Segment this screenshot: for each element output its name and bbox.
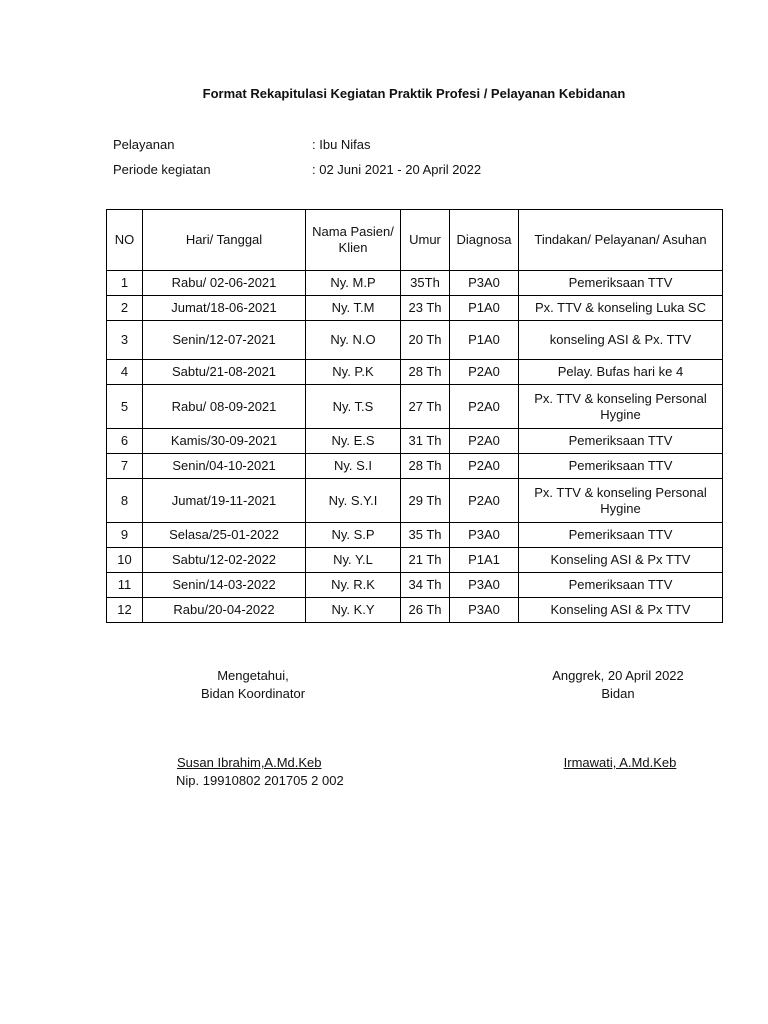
cell-nama-pasien: Ny. P.K [306,360,401,385]
cell-nama-pasien: Ny. N.O [306,321,401,360]
left-sig-name: Susan Ibrahim,A.Md.Keb [177,755,322,770]
left-sig-line1: Mengetahui, [217,668,289,683]
cell-diagnosa: P2A0 [450,360,519,385]
cell-tindakan: Px. TTV & konseling Personal Hygine [519,479,723,523]
cell-diagnosa: P3A0 [450,573,519,598]
cell-tindakan: Px. TTV & konseling Personal Hygine [519,385,723,429]
cell-umur: 31 Th [401,429,450,454]
cell-nama-pasien: Ny. S.Y.I [306,479,401,523]
cell-umur: 21 Th [401,548,450,573]
table-row [107,454,723,479]
cell-no: 3 [107,321,143,360]
cell-hari-tanggal: Jumat/18-06-2021 [143,296,306,321]
table-header-row [107,210,723,271]
cell-tindakan: Pemeriksaan TTV [519,523,723,548]
cell-diagnosa: P2A0 [450,479,519,523]
cell-hari-tanggal: Jumat/19-11-2021 [143,479,306,523]
cell-hari-tanggal: Sabtu/21-08-2021 [143,360,306,385]
cell-hari-tanggal: Senin/14-03-2022 [143,573,306,598]
periode-value: : 02 Juni 2021 - 20 April 2022 [312,162,482,177]
cell-umur: 35Th [401,271,450,296]
header-nama-pasien: Nama Pasien/ Klien [306,210,401,271]
cell-umur: 23 Th [401,296,450,321]
table-row [107,321,723,360]
left-sig-nip: Nip. 19910802 201705 2 002 [176,773,344,788]
cell-tindakan: Pemeriksaan TTV [519,454,723,479]
table-row [107,523,723,548]
right-sig-line2: Bidan [601,686,635,701]
cell-no: 8 [107,479,143,523]
cell-diagnosa: P3A0 [450,523,519,548]
cell-nama-pasien: Ny. T.M [306,296,401,321]
cell-no: 9 [107,523,143,548]
cell-umur: 28 Th [401,360,450,385]
cell-tindakan: Konseling ASI & Px TTV [519,598,723,623]
cell-nama-pasien: Ny. S.I [306,454,401,479]
table-row [107,429,723,454]
cell-tindakan: Konseling ASI & Px TTV [519,548,723,573]
right-signature-block [528,667,708,703]
table-row [107,385,723,429]
cell-no: 7 [107,454,143,479]
right-signature-name-block [530,754,710,772]
cell-hari-tanggal: Kamis/30-09-2021 [143,429,306,454]
cell-no: 1 [107,271,143,296]
cell-tindakan: Px. TTV & konseling Luka SC [519,296,723,321]
cell-nama-pasien: Ny. S.P [306,523,401,548]
cell-tindakan: konseling ASI & Px. TTV [519,321,723,360]
cell-nama-pasien: Ny. E.S [306,429,401,454]
cell-umur: 28 Th [401,454,450,479]
cell-hari-tanggal: Rabu/ 02-06-2021 [143,271,306,296]
header-umur: Umur [401,210,450,271]
cell-umur: 27 Th [401,385,450,429]
table-body [107,271,723,623]
table-row [107,479,723,523]
cell-hari-tanggal: Senin/12-07-2021 [143,321,306,360]
left-signature-name-block [158,754,378,790]
cell-tindakan: Pemeriksaan TTV [519,573,723,598]
cell-nama-pasien: Ny. R.K [306,573,401,598]
header-diagnosa: Diagnosa [450,210,519,271]
cell-nama-pasien: Ny. M.P [306,271,401,296]
header-tindakan: Tindakan/ Pelayanan/ Asuhan [519,210,723,271]
header-no: NO [107,210,143,271]
cell-diagnosa: P1A0 [450,321,519,360]
cell-diagnosa: P1A0 [450,296,519,321]
document-title: Format Rekapitulasi Kegiatan Praktik Profesi / Pelayanan Kebidanan [202,86,626,101]
header-hari-tanggal: Hari/ Tanggal [143,210,306,271]
cell-hari-tanggal: Rabu/ 08-09-2021 [143,385,306,429]
cell-hari-tanggal: Rabu/20-04-2022 [143,598,306,623]
right-sig-name: Irmawati, A.Md.Keb [563,755,677,770]
cell-hari-tanggal: Senin/04-10-2021 [143,454,306,479]
cell-no: 6 [107,429,143,454]
cell-tindakan: Pemeriksaan TTV [519,429,723,454]
cell-diagnosa: P3A0 [450,598,519,623]
cell-tindakan: Pelay. Bufas hari ke 4 [519,360,723,385]
cell-diagnosa: P3A0 [450,271,519,296]
table-row [107,360,723,385]
cell-diagnosa: P2A0 [450,385,519,429]
left-signature-block [163,667,343,703]
cell-umur: 35 Th [401,523,450,548]
cell-no: 12 [107,598,143,623]
table-row [107,271,723,296]
periode-label: Periode kegiatan [113,162,211,177]
cell-nama-pasien: Ny. Y.L [306,548,401,573]
table-row [107,548,723,573]
cell-no: 11 [107,573,143,598]
cell-umur: 29 Th [401,479,450,523]
cell-no: 10 [107,548,143,573]
right-sig-line1: Anggrek, 20 April 2022 [552,668,684,683]
cell-nama-pasien: Ny. T.S [306,385,401,429]
table-row [107,598,723,623]
cell-tindakan: Pemeriksaan TTV [519,271,723,296]
cell-umur: 34 Th [401,573,450,598]
cell-umur: 20 Th [401,321,450,360]
left-sig-line2: Bidan Koordinator [200,686,306,701]
cell-hari-tanggal: Selasa/25-01-2022 [143,523,306,548]
cell-no: 2 [107,296,143,321]
cell-umur: 26 Th [401,598,450,623]
table-row [107,296,723,321]
cell-no: 5 [107,385,143,429]
cell-nama-pasien: Ny. K.Y [306,598,401,623]
cell-no: 4 [107,360,143,385]
cell-diagnosa: P1A1 [450,548,519,573]
rekap-table [106,209,723,623]
pelayanan-label: Pelayanan [113,137,175,152]
pelayanan-value: : Ibu Nifas [312,137,371,152]
cell-hari-tanggal: Sabtu/12-02-2022 [143,548,306,573]
cell-diagnosa: P2A0 [450,429,519,454]
table-row [107,573,723,598]
cell-diagnosa: P2A0 [450,454,519,479]
